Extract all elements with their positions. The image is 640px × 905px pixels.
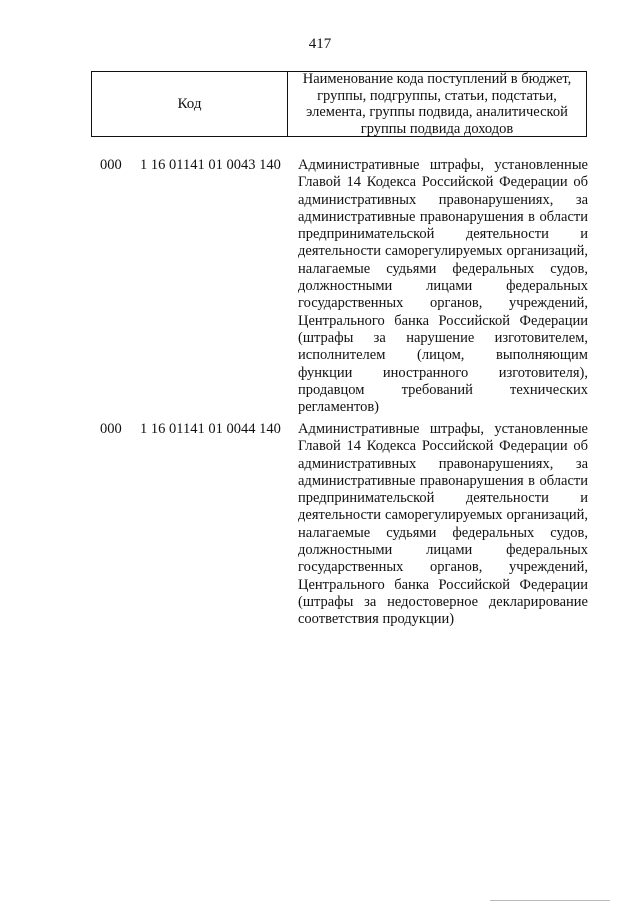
description-line: предпринимательской деятельности и bbox=[298, 226, 588, 243]
revenue-code: 1 16 01141 01 0044 140 bbox=[140, 421, 281, 437]
description-line: деятельности саморегулируемых организаций, bbox=[298, 243, 588, 260]
revenue-description bbox=[298, 157, 588, 416]
description-line: Главой 14 Кодекса Российской Федерации об bbox=[298, 174, 588, 191]
description-line: регламентов) bbox=[298, 399, 380, 416]
description-line: предпринимательской деятельности и bbox=[298, 490, 588, 507]
description-line: продавцом требований технических bbox=[298, 381, 588, 398]
description-line: налагаемые судьями федеральных судов, bbox=[298, 524, 588, 541]
description-line: государственных органов, учреждений, bbox=[298, 295, 588, 312]
header-code-label: Код bbox=[92, 72, 288, 136]
description-line: государственных органов, учреждений, bbox=[298, 559, 588, 576]
description-line: налагаемые судьями федеральных судов, bbox=[298, 260, 588, 277]
revenue-description bbox=[298, 421, 588, 629]
table-row bbox=[100, 157, 590, 416]
description-line: соответствия продукции) bbox=[298, 611, 455, 628]
description-line: административные правонарушения в области bbox=[298, 472, 588, 489]
revenue-code: 1 16 01141 01 0043 140 bbox=[140, 157, 281, 173]
description-line: исполнителем (лицом, выполняющим bbox=[298, 347, 588, 364]
description-line: (штрафы за нарушение изготовителем, bbox=[298, 329, 588, 346]
description-line: Административные штрафы, установленные bbox=[298, 421, 588, 437]
description-line: (штрафы за недостоверное декларирование bbox=[298, 593, 588, 610]
description-line: должностными лицами федеральных bbox=[298, 542, 588, 559]
description-line: должностными лицами федеральных bbox=[298, 278, 588, 295]
description-line: деятельности саморегулируемых организаций, bbox=[298, 507, 588, 524]
scan-edge-mark bbox=[490, 900, 610, 905]
description-line: функции иностранного изготовителя), bbox=[298, 364, 588, 381]
description-line: Административные штрафы, установленные bbox=[298, 157, 588, 173]
page-number: 417 bbox=[308, 36, 332, 52]
description-line: административных правонарушениях, за bbox=[298, 455, 588, 472]
description-line: Главой 14 Кодекса Российской Федерации об bbox=[298, 438, 588, 455]
table-header bbox=[91, 71, 587, 137]
table-row bbox=[100, 421, 590, 629]
description-line: Центрального банка Российской Федерации bbox=[298, 576, 588, 593]
admin-code: 000 bbox=[100, 421, 122, 437]
header-name-label: Наименование кода поступлений в бюджет, группы, подгруппы, статьи, подстатьи, элемента, группы подвида, аналитической группы подвида доходов bbox=[302, 71, 572, 137]
admin-code: 000 bbox=[100, 157, 122, 173]
description-line: Центрального банка Российской Федерации bbox=[298, 312, 588, 329]
description-line: административные правонарушения в области bbox=[298, 208, 588, 225]
description-line: административных правонарушениях, за bbox=[298, 191, 588, 208]
